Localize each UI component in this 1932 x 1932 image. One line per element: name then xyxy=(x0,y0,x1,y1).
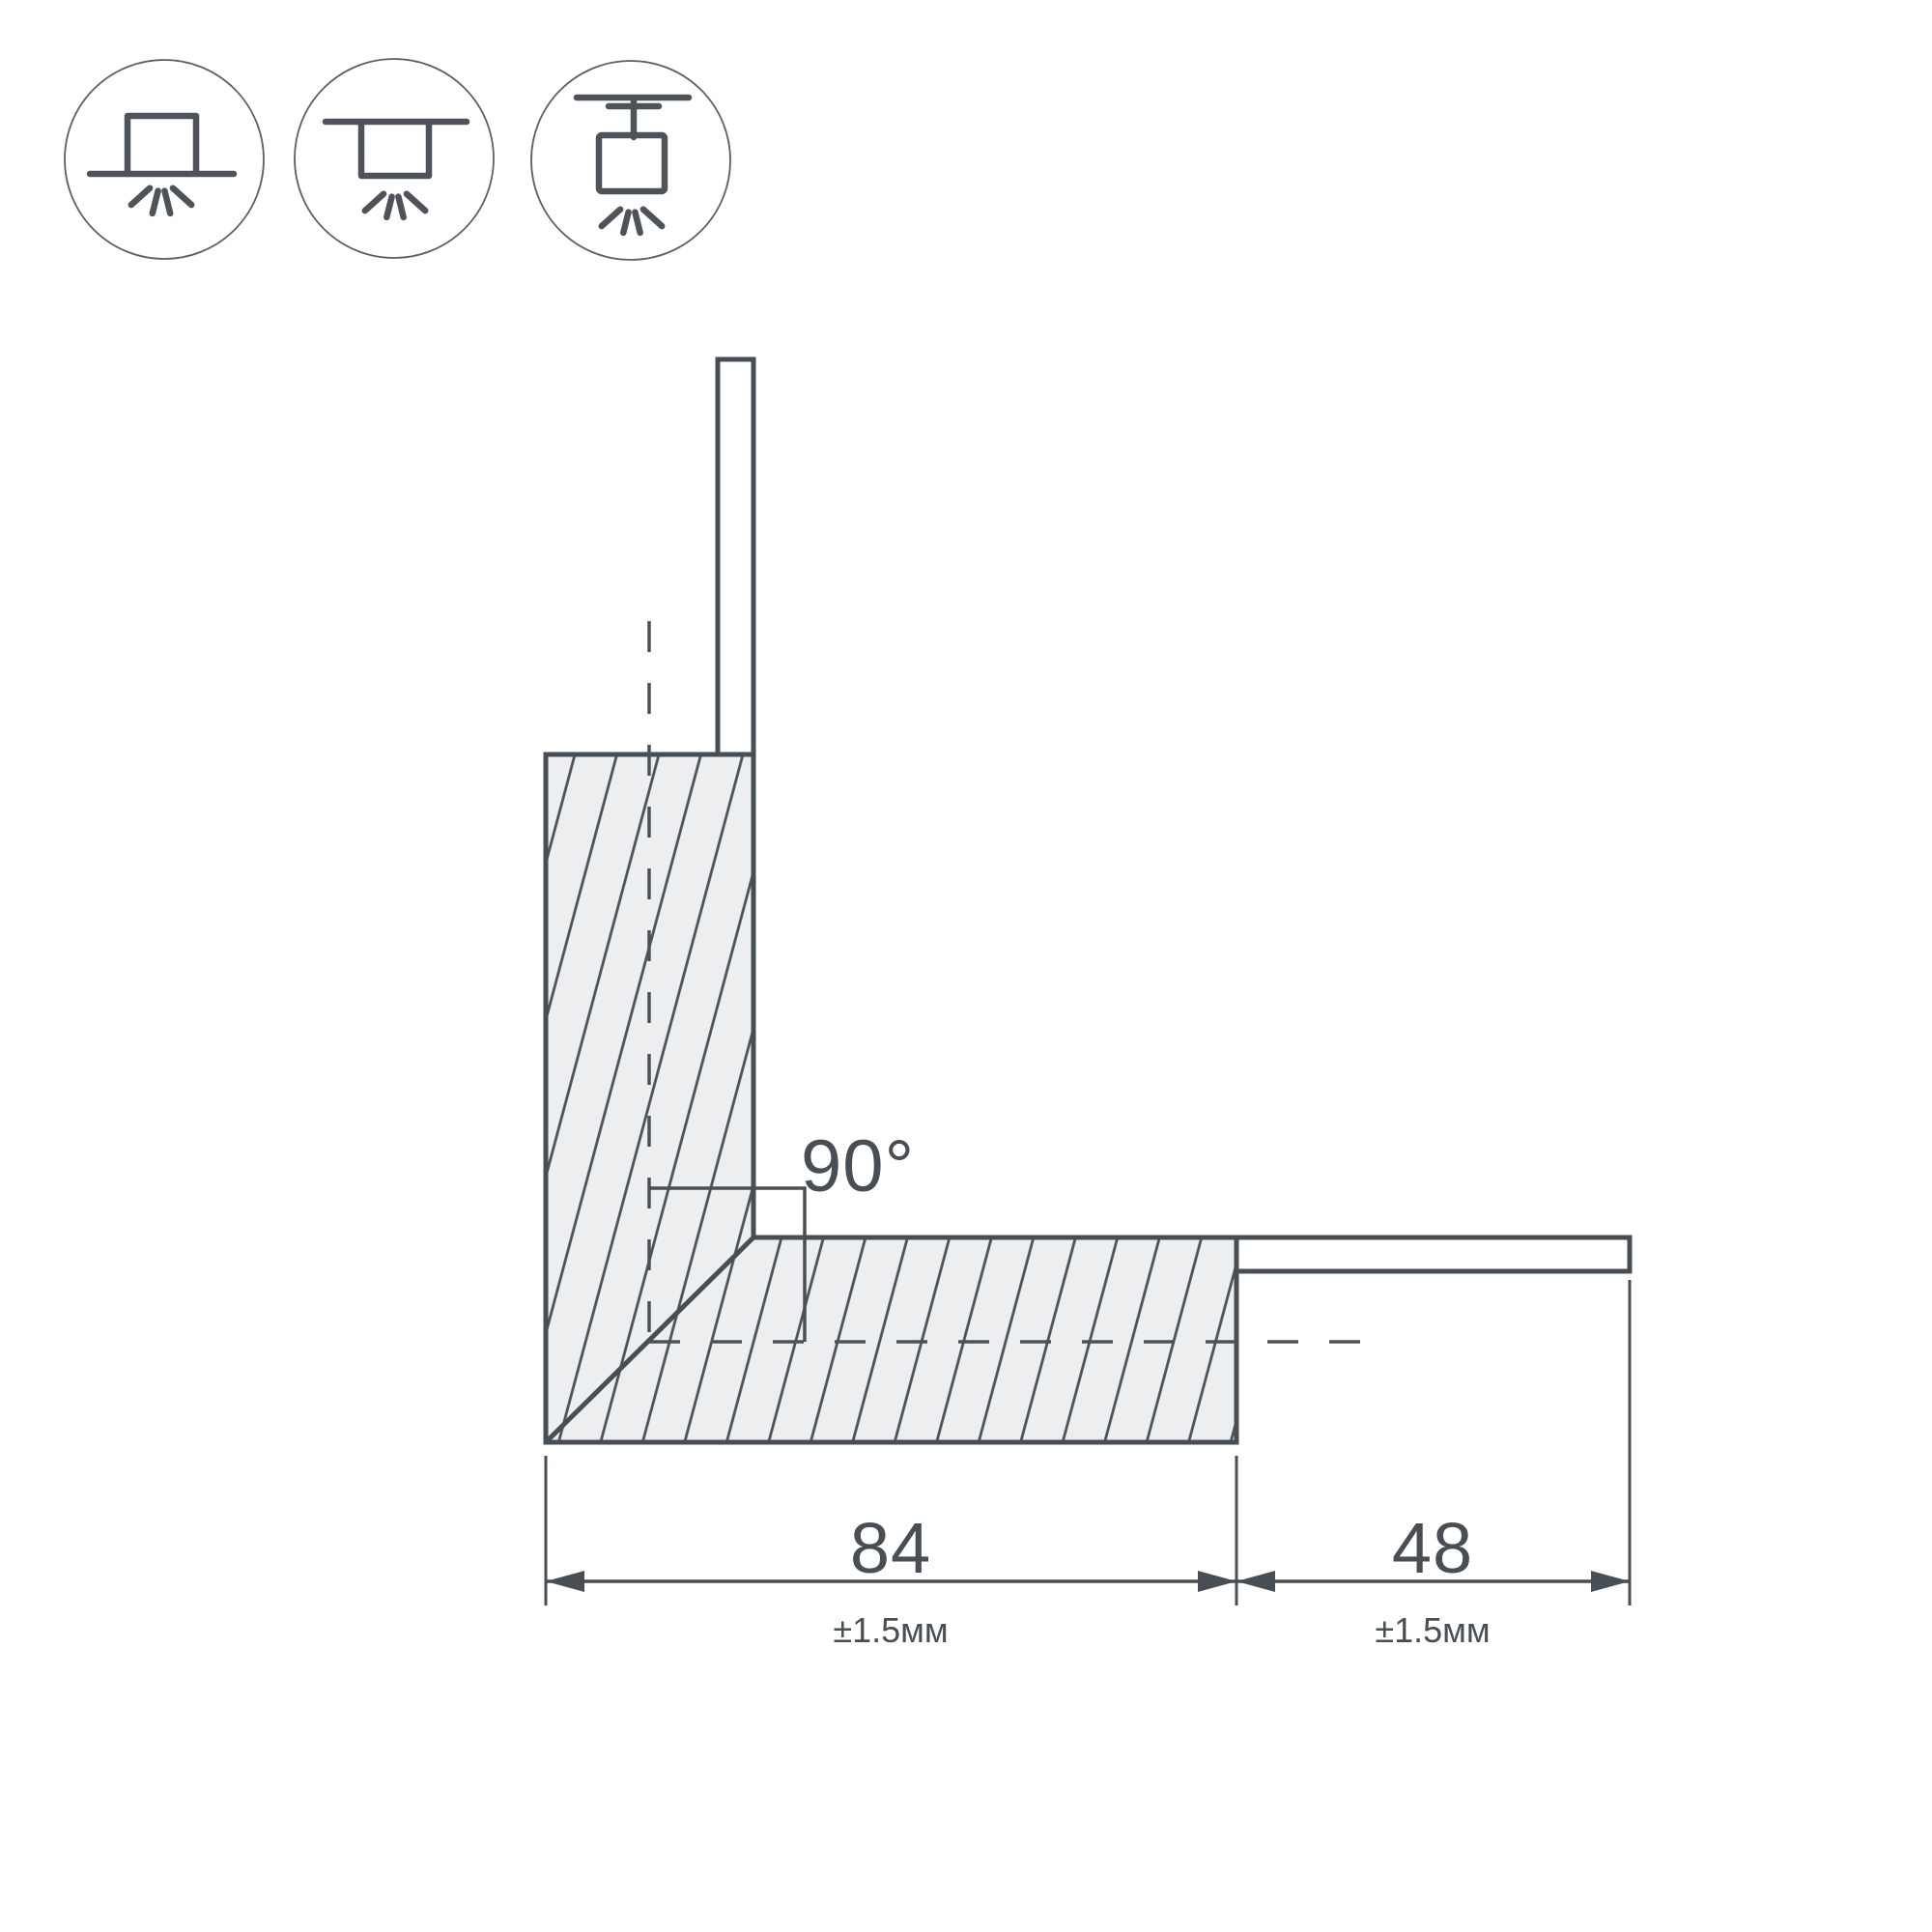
dimension-tolerance: ±1.5мм xyxy=(1375,1610,1491,1650)
lamp-body xyxy=(128,116,196,174)
arrowhead-right xyxy=(1198,1571,1236,1592)
lamp-body xyxy=(361,122,429,176)
dimension-value: 48 xyxy=(1391,1508,1474,1588)
icon-circle xyxy=(65,60,264,259)
arrowhead-right xyxy=(1591,1571,1630,1592)
dimension-value: 84 xyxy=(849,1508,932,1588)
profile-cross-section xyxy=(546,359,1630,1442)
lamp-body xyxy=(599,135,665,191)
icon-circle xyxy=(295,59,494,258)
centerlines xyxy=(649,621,1378,1342)
light-rays xyxy=(131,188,191,213)
dimension-tolerance: ±1.5мм xyxy=(833,1610,949,1650)
dimension-84 xyxy=(546,1456,1236,1650)
surface-mount-icon xyxy=(65,60,264,259)
recessed-mount-icon xyxy=(295,59,494,258)
angle-label: 90° xyxy=(801,1125,915,1208)
dimension-48 xyxy=(1236,1280,1630,1650)
light-rays xyxy=(602,210,662,233)
icon-circle xyxy=(531,61,730,260)
vertical-lip xyxy=(718,359,753,754)
mounting-icons xyxy=(65,59,730,260)
suspended-mount-icon xyxy=(531,61,730,260)
arrowhead-left xyxy=(546,1571,584,1592)
arrowhead-left xyxy=(1236,1571,1275,1592)
horizontal-lip xyxy=(1236,1237,1630,1271)
light-rays xyxy=(365,194,425,217)
